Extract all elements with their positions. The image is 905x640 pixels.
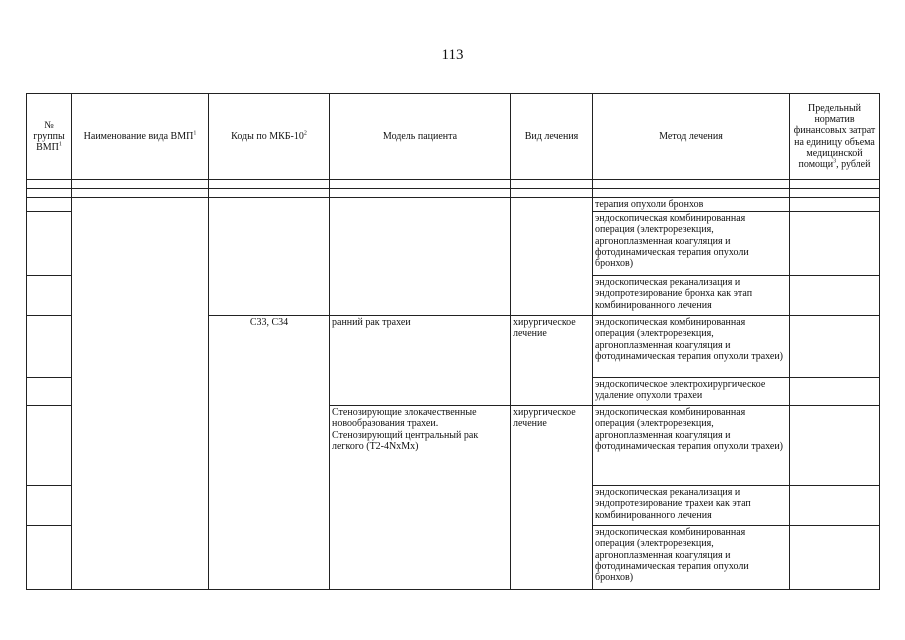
header-group-no: № группы ВМП$^1$ — [27, 94, 72, 180]
spacer-row — [27, 189, 880, 198]
treatment-method-cell: эндоскопическая комбинированная операция (электрорезекция, аргоноплазменная коагуляция и фотодинамическая терапия опухоли трахеи) — [593, 406, 790, 486]
header-vmp-name: Наименование вида ВМП$^1$ — [72, 94, 209, 180]
treatment-method-cell: эндоскопическая комбинированная операция (электрорезекция, аргоноплазменная коагуляция и фотодинамическая терапия опухоли трахеи) — [593, 316, 790, 378]
vmp-table — [26, 93, 880, 590]
column-number-row — [27, 180, 880, 189]
treatment-method-cell: эндоскопическое электрохирургическое удаление опухоли трахеи — [593, 378, 790, 406]
treatment-type-cell: хирургическое лечение — [511, 406, 593, 590]
header-cost-norm: Предельный норматив финансовых затрат на единицу объема медицинской помощи$^3$, рублей — [790, 94, 880, 180]
vmp-name-cell — [72, 198, 209, 590]
treatment-type-cell: хирургическое лечение — [511, 316, 593, 406]
header-icd-codes: Коды по МКБ-$10^2$ — [209, 94, 330, 180]
header-patient-model: Модель пациента — [330, 94, 511, 180]
header-treatment-method: Метод лечения — [593, 94, 790, 180]
table-row — [27, 198, 880, 212]
table-header-row — [27, 94, 880, 180]
treatment-method-cell: эндоскопическая реканализация и эндопротезирование трахеи как этап комбинированного лечения — [593, 486, 790, 526]
treatment-method-cell: эндоскопическая комбинированная операция (электрорезекция, аргоноплазменная коагуляция и фотодинамическая терапия опухоли бронхов) — [593, 526, 790, 590]
header-treatment-type: Вид лечения — [511, 94, 593, 180]
treatment-method-cell: эндоскопическая комбинированная операция (электрорезекция, аргоноплазменная коагуляция и фотодинамическая терапия опухоли бронхов) — [593, 212, 790, 276]
patient-model-cell: Стенозирующие злокачественные новообразования трахеи. Стенозирующий центральный рак легкого (Т2-4NxMx) — [330, 406, 511, 590]
patient-model-cell: ранний рак трахеи — [330, 316, 511, 406]
treatment-type-cell — [511, 198, 593, 316]
treatment-method-cell: эндоскопическая реканализация и эндопротезирование бронха как этап комбинированного лечения — [593, 276, 790, 316]
page-number: 113 — [441, 47, 464, 63]
icd-codes-cell: С33, С34 — [209, 316, 330, 590]
patient-model-cell — [330, 198, 511, 316]
icd-codes-cell — [209, 198, 330, 316]
treatment-method-cell: терапия опухоли бронхов — [593, 198, 790, 212]
